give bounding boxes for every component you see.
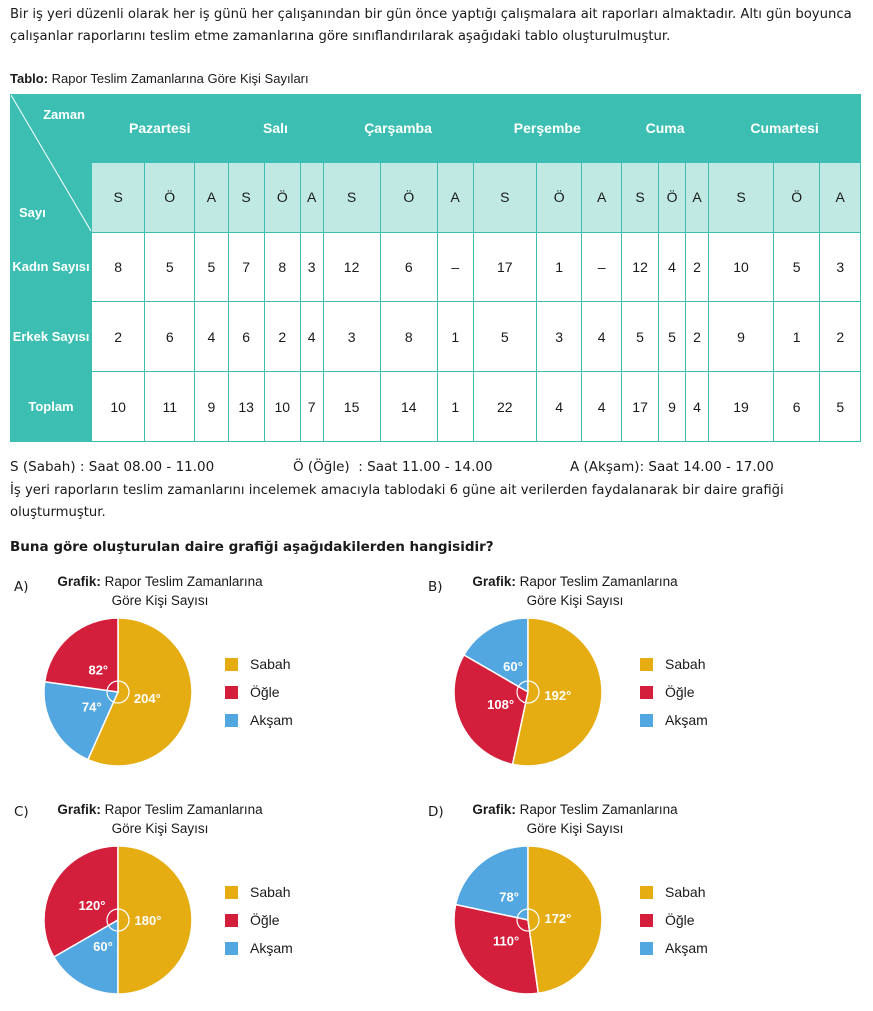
pie-label-sabah: 180° (134, 913, 162, 928)
sub-header-cell: A (195, 162, 228, 232)
legend-label-ogle: Öğle (250, 912, 280, 928)
legend-swatch-ogle (225, 914, 238, 927)
legend-label-sabah: Sabah (250, 884, 291, 900)
sub-header-cell: S (92, 162, 145, 232)
sub-header-cell: S (323, 162, 380, 232)
sub-header-cell: S (473, 162, 536, 232)
legend-label-aksam: Akşam (250, 940, 293, 956)
graph-title-line2: Göre Kişi Sayısı (526, 593, 624, 608)
graph-title-line2: Göre Kişi Sayısı (111, 593, 209, 608)
time-legend-ogle: Ö (Öğle) : Saat 11.00 - 14.00 (293, 459, 493, 475)
table-cell: 19 (709, 372, 774, 442)
sub-header-cell: Ö (659, 162, 686, 232)
table-cell: 5 (773, 232, 819, 302)
table-cell: 4 (195, 302, 228, 372)
table-cell: 13 (228, 372, 264, 442)
sub-header-cell: S (621, 162, 658, 232)
table-cell: 14 (380, 372, 437, 442)
legend-swatch-aksam (640, 942, 653, 955)
table-cell: 3 (300, 232, 323, 302)
table-cell: 5 (473, 302, 536, 372)
table-cell: 6 (145, 302, 195, 372)
legend-swatch-sabah (225, 886, 238, 899)
table-cell: 9 (195, 372, 228, 442)
graph-title-line2: Göre Kişi Sayısı (526, 821, 624, 836)
legend-label-ogle: Öğle (665, 684, 695, 700)
graph-title-rest: Rapor Teslim Zamanlarına (515, 802, 678, 817)
table-cell: 2 (92, 302, 145, 372)
legend-label-aksam: Akşam (665, 940, 708, 956)
legend-item-ogle (640, 906, 708, 934)
pie-label-aksam: 78° (499, 889, 519, 905)
graph-title-rest: Rapor Teslim Zamanlarına (515, 574, 678, 589)
table-cell: 8 (380, 302, 437, 372)
pie-label-aksam: 60° (503, 659, 523, 675)
sub-header-cell: Ö (380, 162, 437, 232)
option-letter[interactable]: C) (14, 804, 29, 820)
table-cell: 22 (473, 372, 536, 442)
graph-title (455, 800, 695, 838)
corner-top-label: Zaman (43, 107, 85, 122)
graph-title (40, 572, 280, 610)
pie-chart (42, 844, 194, 996)
legend-swatch-aksam (225, 942, 238, 955)
sub-header-cell: Ö (264, 162, 300, 232)
graph-title-rest: Rapor Teslim Zamanlarına (100, 802, 263, 817)
legend-swatch-sabah (225, 658, 238, 671)
sub-header-cell: S (709, 162, 774, 232)
pie-legend (225, 878, 293, 962)
legend-item-aksam (640, 706, 708, 734)
sub-header-cell: S (228, 162, 264, 232)
corner-bottom-label: Sayı (19, 204, 46, 220)
table-caption-bold: Tablo: (10, 71, 49, 86)
pie-legend (225, 650, 293, 734)
time-legend-sabah: S (Sabah) : Saat 08.00 - 11.00 (10, 459, 215, 475)
sub-header-cell: A (685, 162, 708, 232)
table-cell: 2 (820, 302, 861, 372)
legend-swatch-ogle (225, 686, 238, 699)
legend-item-sabah (225, 878, 293, 906)
pie-label-ogle: 82° (88, 662, 109, 678)
table-cell: 1 (773, 302, 819, 372)
table-cell: 17 (473, 232, 536, 302)
legend-label-aksam: Akşam (665, 712, 708, 728)
table-cell: 2 (685, 232, 708, 302)
pie-chart (42, 616, 194, 768)
graph-title (40, 800, 280, 838)
day-header: Cuma (621, 95, 708, 163)
legend-label-sabah: Sabah (250, 656, 291, 672)
table-cell: 12 (323, 232, 380, 302)
legend-item-aksam (225, 934, 293, 962)
pie-slice-ogle (45, 618, 118, 692)
legend-swatch-sabah (640, 886, 653, 899)
table-cell: 4 (659, 232, 686, 302)
day-header: Çarşamba (323, 95, 473, 163)
question-text: Buna göre oluşturulan daire grafiği aşağıdakilerden hangisidir? (10, 539, 494, 555)
table-cell: 4 (685, 372, 708, 442)
table-caption-text: Rapor Teslim Zamanlarına Göre Kişi Sayıları (48, 71, 309, 86)
table-cell: 2 (264, 302, 300, 372)
table-cell: 7 (300, 372, 323, 442)
legend-item-aksam (225, 706, 293, 734)
table-cell: 5 (621, 302, 658, 372)
sub-header-cell: Ö (536, 162, 581, 232)
table-cell: 4 (536, 372, 581, 442)
report-table (10, 94, 861, 442)
pie-label-ogle: 110° (492, 933, 520, 949)
row-header: Kadın Sayısı (11, 232, 92, 302)
table-cell: 4 (582, 372, 622, 442)
graph-title-rest: Rapor Teslim Zamanlarına (100, 574, 263, 589)
table-cell: 17 (621, 372, 658, 442)
table-cell: 1 (536, 232, 581, 302)
table-cell: 1 (437, 372, 473, 442)
legend-item-ogle (640, 678, 708, 706)
intro-paragraph: Bir iş yeri düzenli olarak her iş günü her çalışanından bir gün önce yaptığı çalışmalara ait raporları almaktadır. Altı gün boyunca çalışanlar raporlarını teslim etme zamanlarına göre sınıflandırılarak aşağıdaki tablo oluşturulmuştur. (10, 7, 852, 44)
pie-legend (640, 650, 708, 734)
graph-title-line2: Göre Kişi Sayısı (111, 821, 209, 836)
sub-header-cell: Ö (773, 162, 819, 232)
day-header: Pazartesi (92, 95, 229, 163)
day-header: Cumartesi (709, 95, 861, 163)
table-cell: – (582, 232, 622, 302)
legend-swatch-ogle (640, 914, 653, 927)
pie-chart (452, 616, 604, 768)
legend-item-sabah (640, 650, 708, 678)
option-letter[interactable]: D) (428, 804, 444, 820)
table-cell: 2 (685, 302, 708, 372)
table-cell: 9 (709, 302, 774, 372)
sub-header-cell: A (582, 162, 622, 232)
table-cell: 6 (228, 302, 264, 372)
table-cell: 6 (773, 372, 819, 442)
pie-label-ogle: 120° (78, 898, 106, 913)
table-cell: – (437, 232, 473, 302)
table-cell: 5 (145, 232, 195, 302)
table-cell: 4 (300, 302, 323, 372)
option-letter[interactable]: B) (428, 579, 443, 595)
sub-header-cell: Ö (145, 162, 195, 232)
table-cell: 10 (709, 232, 774, 302)
legend-swatch-aksam (640, 714, 653, 727)
table-cell: 3 (820, 232, 861, 302)
graph-title-bold: Grafik: (57, 802, 101, 817)
option-letter[interactable]: A) (14, 579, 29, 595)
description-paragraph: İş yeri raporların teslim zamanlarını incelemek amacıyla tablodaki 6 güne ait verilerden faydalanarak bir daire grafiği oluşturmuştur. (10, 483, 784, 520)
table-cell: 10 (264, 372, 300, 442)
graph-title-bold: Grafik: (472, 574, 516, 589)
legend-label-aksam: Akşam (250, 712, 293, 728)
graph-title-bold: Grafik: (472, 802, 516, 817)
table-cell: 8 (264, 232, 300, 302)
table-cell: 11 (145, 372, 195, 442)
pie-label-sabah: 204° (133, 691, 161, 707)
day-header: Perşembe (473, 95, 621, 163)
table-cell: 15 (323, 372, 380, 442)
table-caption (10, 71, 309, 86)
table-cell: 8 (92, 232, 145, 302)
table-cell: 6 (380, 232, 437, 302)
pie-legend (640, 878, 708, 962)
sub-header-cell: A (300, 162, 323, 232)
table-corner (11, 95, 92, 233)
legend-item-sabah (640, 878, 708, 906)
pie-label-aksam: 60° (93, 938, 113, 954)
day-header: Salı (228, 95, 323, 163)
legend-item-sabah (225, 650, 293, 678)
legend-swatch-aksam (225, 714, 238, 727)
table-cell: 9 (659, 372, 686, 442)
legend-label-sabah: Sabah (665, 656, 706, 672)
row-header: Erkek Sayısı (11, 302, 92, 372)
legend-swatch-sabah (640, 658, 653, 671)
sub-header-cell: A (437, 162, 473, 232)
pie-label-aksam: 74° (81, 699, 102, 715)
pie-label-sabah: 192° (544, 688, 572, 704)
legend-item-ogle (225, 678, 293, 706)
legend-swatch-ogle (640, 686, 653, 699)
table-cell: 5 (659, 302, 686, 372)
graph-title (455, 572, 695, 610)
table-cell: 12 (621, 232, 658, 302)
table-cell: 5 (195, 232, 228, 302)
legend-label-ogle: Öğle (250, 684, 280, 700)
graph-title-bold: Grafik: (57, 574, 101, 589)
legend-label-sabah: Sabah (665, 884, 706, 900)
legend-label-ogle: Öğle (665, 912, 695, 928)
pie-label-sabah: 172° (544, 910, 572, 926)
pie-label-ogle: 108° (487, 697, 515, 713)
table-cell: 3 (536, 302, 581, 372)
sub-header-cell: A (820, 162, 861, 232)
table-cell: 3 (323, 302, 380, 372)
table-cell: 5 (820, 372, 861, 442)
table-cell: 1 (437, 302, 473, 372)
table-cell: 7 (228, 232, 264, 302)
legend-item-ogle (225, 906, 293, 934)
legend-item-aksam (640, 934, 708, 962)
time-legend-aksam: A (Akşam): Saat 14.00 - 17.00 (570, 459, 774, 475)
table-cell: 4 (582, 302, 622, 372)
pie-chart (452, 844, 604, 996)
table-cell: 10 (92, 372, 145, 442)
row-header: Toplam (11, 372, 92, 442)
